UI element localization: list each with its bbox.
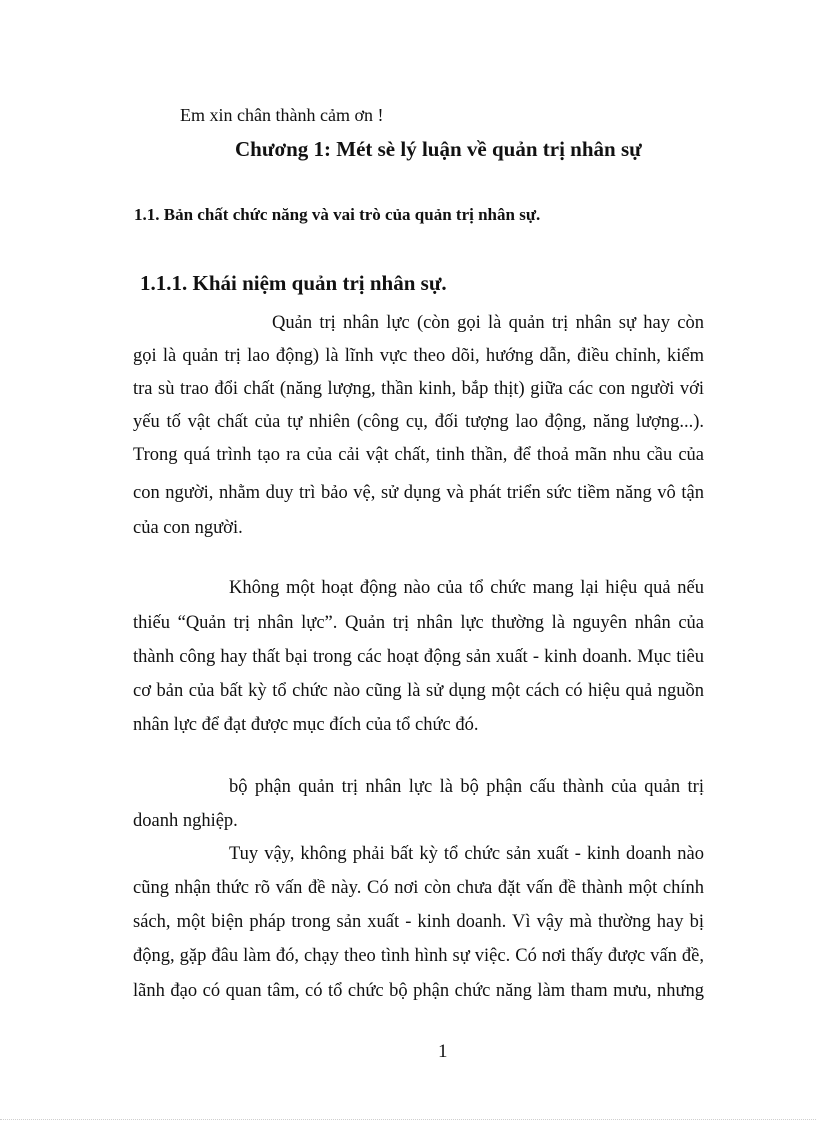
body-line: lãnh đạo có quan tâm, có tổ chức bộ phận chức năng làm tham mưu, nhưng [133,981,704,1001]
body-line: doanh nghiệp. [133,811,238,831]
body-line: gọi là quản trị lao động) là lĩnh vực theo dõi, hướng dẫn, điều chỉnh, kiểm [133,346,704,366]
body-line: nhân lực để đạt được mục đích của tổ chức đó. [133,715,479,735]
body-line: Không một hoạt động nào của tổ chức mang lại hiệu quả nếu [229,578,704,598]
body-line: bộ phận quản trị nhân lực là bộ phận cấu thành của quản trị [229,777,704,797]
body-line: thành công hay thất bại trong các hoạt động sản xuất - kinh doanh. Mục tiêu [133,647,704,667]
body-line: cơ bản của bất kỳ tổ chức nào cũng là sử dụng một cách có hiệu quả nguồn [133,681,704,701]
body-line: Quản trị nhân lực (còn gọi là quản trị nhân sự hay còn [272,313,704,333]
body-line: Tuy vậy, không phải bất kỳ tổ chức sản xuất - kinh doanh nào [229,844,704,864]
subsection-heading: 1.1.1. Khái niệm quản trị nhân sự. [140,271,447,295]
closing-line: Em xin chân thành cảm ơn ! [180,105,384,125]
body-line: của con người. [133,518,243,538]
body-line: cũng nhận thức rõ vấn đề này. Có nơi còn chưa đặt vấn đề thành một chính [133,878,704,898]
body-line: Trong quá trình tạo ra của cải vật chất, tinh thần, để thoả mãn nhu cầu của [133,445,704,465]
section-heading: 1.1. Bản chất chức năng và vai trò của quản trị nhân sự. [134,205,541,224]
body-line: thiếu “Quản trị nhân lực”. Quản trị nhân lực thường là nguyên nhân của [133,613,704,633]
body-line: sách, một biện pháp trong sản xuất - kinh doanh. Vì vậy mà thường hay bị [133,912,704,932]
body-line: động, gặp đâu làm đó, chạy theo tình hình sự việc. Có nơi thấy được vấn đề, [133,946,704,966]
chapter-title: Chương 1: Mét sè lý luận về quản trị nhân sự [235,137,642,161]
page-bottom-divider [0,1119,816,1120]
body-line: con người, nhằm duy trì bảo vệ, sử dụng và phát triển sức tiềm năng vô tận [133,483,704,503]
body-line: yếu tố vật chất của tự nhiên (công cụ, đối tượng lao động, năng lượng...). [133,412,704,432]
body-line: tra sù trao đổi chất (năng lượng, thần kinh, bắp thịt) giữa các con người với [133,379,704,399]
page-number: 1 [438,1041,448,1062]
